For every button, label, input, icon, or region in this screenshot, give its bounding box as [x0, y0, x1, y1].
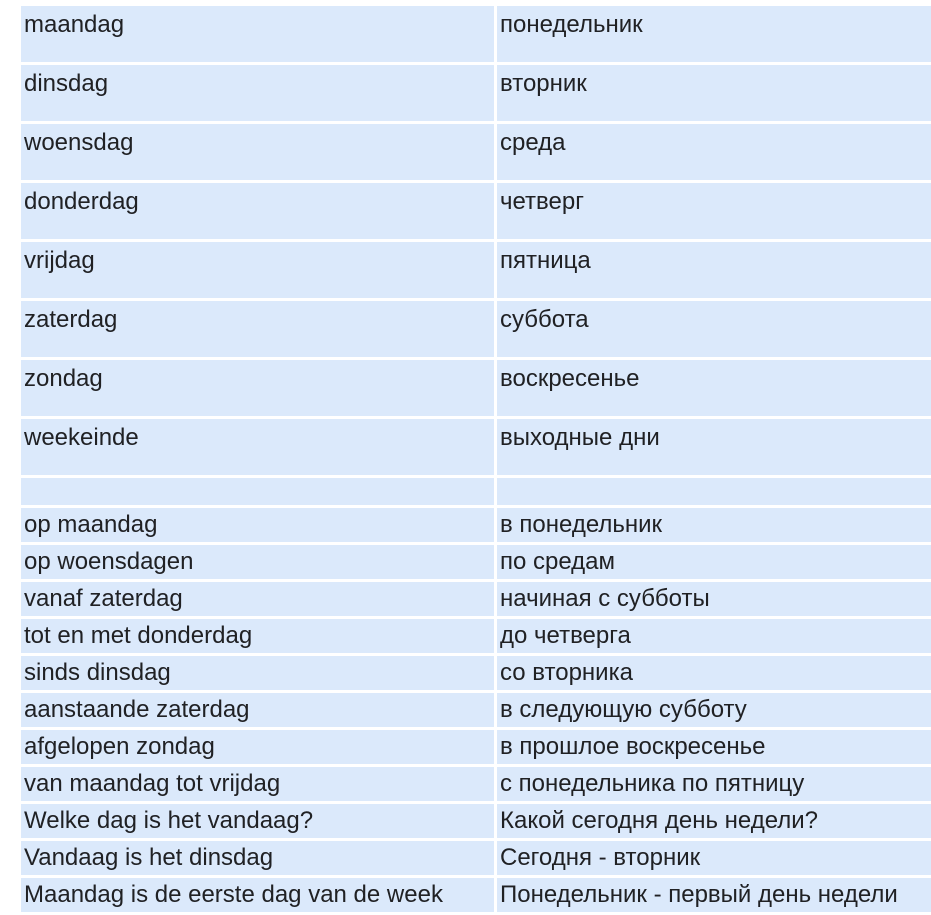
russian-translation: суббота — [497, 301, 931, 357]
dutch-phrase: afgelopen zondag — [21, 730, 494, 764]
table-row — [21, 656, 931, 690]
russian-translation: Сегодня - вторник — [497, 841, 931, 875]
dutch-phrase: op maandag — [21, 508, 494, 542]
table-row — [21, 619, 931, 653]
dutch-word: weekeinde — [21, 419, 494, 475]
dutch-word: vrijdag — [21, 242, 494, 298]
vocabulary-table — [18, 3, 931, 915]
table-row — [21, 545, 931, 579]
dutch-word: woensdag — [21, 124, 494, 180]
dutch-phrase: Welke dag is het vandaag? — [21, 804, 494, 838]
russian-translation: до четверга — [497, 619, 931, 653]
dutch-phrase: van maandag tot vrijdag — [21, 767, 494, 801]
table-row — [21, 124, 931, 180]
russian-translation: в прошлое воскресенье — [497, 730, 931, 764]
table-row — [21, 6, 931, 62]
russian-translation: в следующую субботу — [497, 693, 931, 727]
table-row — [21, 301, 931, 357]
table-row — [21, 693, 931, 727]
russian-translation: в понедельник — [497, 508, 931, 542]
dutch-phrase: vanaf zaterdag — [21, 582, 494, 616]
dutch-phrase: tot en met donderdag — [21, 619, 494, 653]
dutch-phrase: Vandaag is het dinsdag — [21, 841, 494, 875]
table-row — [21, 767, 931, 801]
russian-translation: среда — [497, 124, 931, 180]
empty-cell — [497, 478, 931, 505]
dutch-word: maandag — [21, 6, 494, 62]
table-row — [21, 878, 931, 912]
table-row — [21, 804, 931, 838]
russian-translation: со вторника — [497, 656, 931, 690]
russian-translation: Понедельник - первый день недели — [497, 878, 931, 912]
russian-translation: пятница — [497, 242, 931, 298]
table-row — [21, 242, 931, 298]
empty-cell — [21, 478, 494, 505]
dutch-word: zaterdag — [21, 301, 494, 357]
table-row — [21, 841, 931, 875]
table-row — [21, 508, 931, 542]
russian-translation: четверг — [497, 183, 931, 239]
dutch-phrase: aanstaande zaterdag — [21, 693, 494, 727]
table-row — [21, 582, 931, 616]
table-row — [21, 183, 931, 239]
russian-translation: начиная с субботы — [497, 582, 931, 616]
dutch-phrase: sinds dinsdag — [21, 656, 494, 690]
dutch-word: zondag — [21, 360, 494, 416]
table-row — [21, 419, 931, 475]
dutch-word: dinsdag — [21, 65, 494, 121]
russian-translation: с понедельника по пятницу — [497, 767, 931, 801]
dutch-phrase: Maandag is de eerste dag van de week — [21, 878, 494, 912]
dutch-phrase: op woensdagen — [21, 545, 494, 579]
russian-translation: выходные дни — [497, 419, 931, 475]
table-row — [21, 360, 931, 416]
dutch-word: donderdag — [21, 183, 494, 239]
russian-translation: понедельник — [497, 6, 931, 62]
russian-translation: по средам — [497, 545, 931, 579]
russian-translation: Какой сегодня день недели? — [497, 804, 931, 838]
table-row — [21, 730, 931, 764]
russian-translation: вторник — [497, 65, 931, 121]
russian-translation: воскресенье — [497, 360, 931, 416]
empty-row — [21, 478, 931, 505]
table-row — [21, 65, 931, 121]
